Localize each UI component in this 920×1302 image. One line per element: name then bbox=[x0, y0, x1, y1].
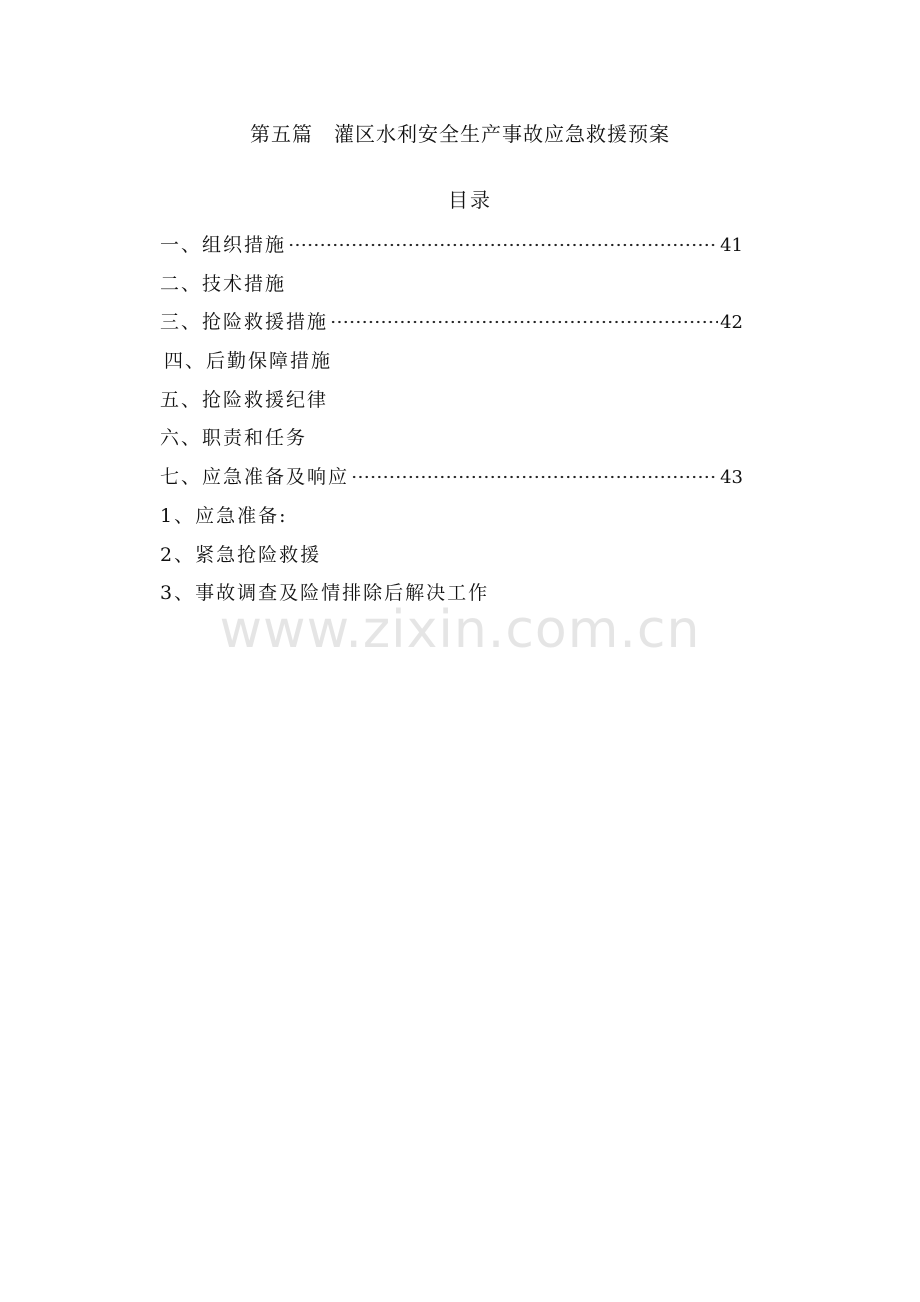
watermark-text: www.zixin.com.cn bbox=[219, 600, 701, 660]
toc-entry-label: 二、技术措施 bbox=[160, 272, 287, 295]
toc-entry-label: 三、抢险救援措施 bbox=[160, 311, 329, 334]
toc-entry-5[interactable] bbox=[160, 385, 743, 424]
toc-entry-3[interactable] bbox=[160, 307, 743, 346]
toc-dot-leader bbox=[330, 320, 718, 324]
table-of-contents bbox=[160, 230, 743, 617]
toc-dot-leader bbox=[288, 243, 718, 247]
toc-entry-2[interactable] bbox=[160, 269, 743, 308]
toc-entry-page: 43 bbox=[720, 467, 743, 489]
page-title: 第五篇 灌区水利安全生产事故应急救援预案 bbox=[250, 122, 670, 146]
toc-entry-6[interactable] bbox=[160, 423, 743, 462]
toc-entry-label: 五、抢险救援纪律 bbox=[160, 388, 329, 411]
toc-entry-label: 四、后勤保障措施 bbox=[164, 350, 333, 373]
toc-entry-8[interactable] bbox=[160, 501, 743, 540]
toc-entry-9[interactable] bbox=[160, 540, 743, 579]
toc-entry-label: 六、职责和任务 bbox=[160, 427, 308, 450]
toc-heading: 目录 bbox=[448, 188, 492, 212]
toc-dot-leader bbox=[351, 475, 718, 479]
toc-entry-label: 1、应急准备: bbox=[160, 504, 288, 527]
toc-entry-label: 一、组织措施 bbox=[160, 234, 287, 256]
toc-entry-7[interactable] bbox=[160, 462, 743, 501]
toc-entry-label: 2、紧急抢险救援 bbox=[160, 543, 322, 566]
toc-entry-page: 42 bbox=[720, 312, 743, 334]
toc-entry-label: 七、应急准备及响应 bbox=[160, 466, 350, 489]
toc-entry-page: 41 bbox=[720, 235, 743, 256]
toc-entry-4[interactable] bbox=[160, 346, 743, 385]
toc-entry-1[interactable] bbox=[160, 230, 743, 269]
toc-entry-label: 3、事故调查及险情排除后解决工作 bbox=[160, 582, 490, 605]
